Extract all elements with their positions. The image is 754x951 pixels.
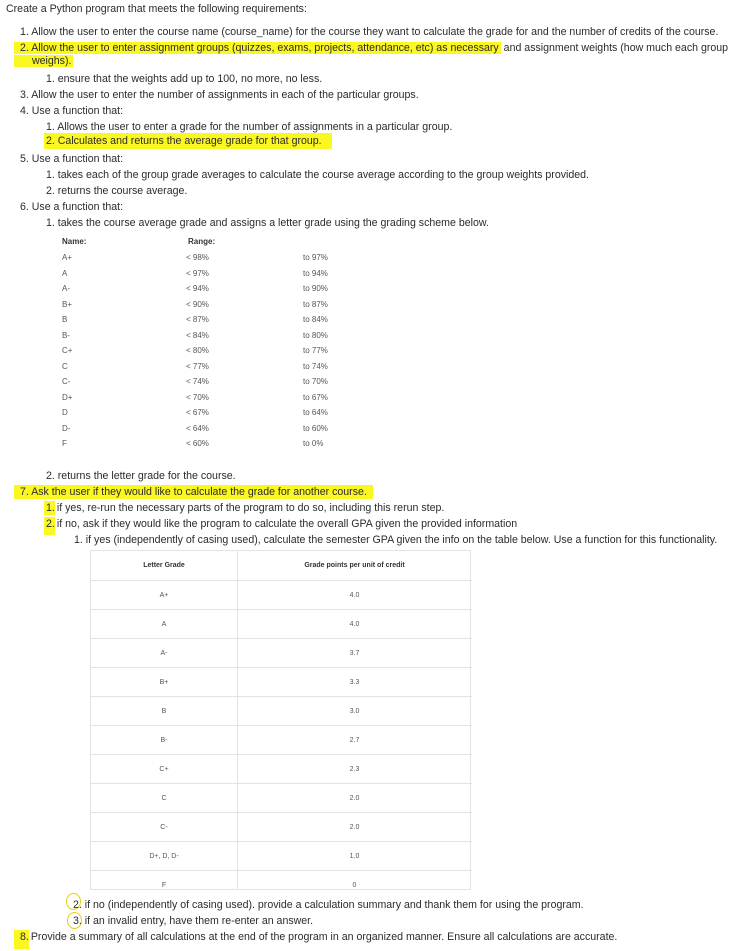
grading-row-upper: < 67% (186, 408, 209, 417)
grading-row-name: C (62, 361, 68, 371)
requirement-4-2 (44, 135, 332, 148)
grading-row-lower: to 77% (303, 346, 328, 355)
gpa-table-row (91, 841, 472, 870)
grading-row-upper: < 60% (186, 439, 209, 448)
grading-row-lower: to 84% (303, 315, 328, 324)
requirement-5: 5. Use a function that: (20, 153, 124, 165)
gpa-table-row (91, 783, 472, 812)
grading-row-name: C- (62, 377, 71, 386)
grading-row-upper: < 84% (186, 330, 209, 340)
requirement-1: 1. Allow the user to enter the course name (course_name) for the course they want to calculate the grade for and the number of credits of the course. (20, 26, 719, 38)
requirement-6-1: 1. takes the course average grade and assigns a letter grade using the grading scheme below. (46, 217, 489, 229)
gpa-table-row (91, 870, 472, 899)
grading-row-lower: to 94% (303, 268, 328, 278)
gpa-letter-grade: A- (160, 650, 168, 657)
requirement-6-2: 2. returns the letter grade for the course. (46, 470, 236, 482)
gpa-col1-header: Letter Grade (143, 562, 185, 569)
grading-row-name: C+ (62, 346, 73, 355)
grading-row-upper: < 80% (186, 346, 209, 355)
requirement-5-1: 1. takes each of the group grade averages to calculate the course average according to the group weights provided. (46, 169, 589, 181)
grading-row-name: D- (62, 423, 71, 433)
gpa-letter-grade: C- (160, 824, 168, 831)
requirement-8-text: Provide a summary of all calculations at the end of the program in an organized manner. Ensure all calculations are accurate. (30, 931, 618, 943)
requirement-4: 4. Use a function that: (20, 105, 124, 117)
grading-row-lower: to 64% (303, 408, 328, 417)
gpa-col2-header: Grade points per unit of credit (304, 562, 405, 569)
requirement-2-1: 1. ensure that the weights add up to 100, no more, no less. (46, 73, 323, 85)
grading-row-name: A+ (62, 253, 73, 262)
requirement-8 (14, 931, 617, 944)
grading-row-name: D (62, 408, 68, 417)
gpa-letter-grade: A+ (159, 592, 169, 599)
requirement-7-highlight: 7. Ask the user if they would like to calculate the grade for another course. (14, 485, 373, 499)
gpa-grade-points: 4.0 (349, 592, 360, 599)
gpa-letter-grade: B (161, 708, 167, 715)
grading-row-lower: to 90% (303, 284, 328, 293)
gpa-grade-points: 2.3 (349, 766, 360, 773)
requirement-7-2-3: 3. if an invalid entry, have them re-enter an answer. (73, 915, 314, 927)
intro-text: Create a Python program that meets the following requirements: (6, 3, 307, 15)
requirement-8-mark: 8. (14, 930, 29, 949)
gpa-letter-grade: B+ (159, 679, 169, 686)
grading-row-lower: to 67% (303, 392, 328, 402)
requirement-3: 3. Allow the user to enter the number of assignments in each of the particular groups. (20, 89, 419, 101)
requirement-2-cont-text: weighs). (14, 55, 73, 67)
requirement-4-2-highlight: 2. Calculates and returns the average grade for that group. (44, 133, 332, 149)
gpa-grade-points: 3.7 (349, 650, 360, 657)
grading-row-name: A (62, 268, 68, 278)
gpa-table-row (91, 638, 472, 667)
grading-row-upper: < 87% (186, 315, 209, 324)
gpa-table-row (91, 754, 472, 783)
gpa-table-row (91, 725, 472, 754)
requirement-7-2-2: 2. if no (independently of casing used). provide a calculation summary and thank them for using the program. (73, 899, 584, 911)
gpa-table-row (91, 696, 472, 725)
grading-row-lower: to 97% (303, 253, 328, 262)
grading-row-name: A- (62, 284, 70, 293)
gpa-grade-points: 0 (352, 882, 357, 889)
gpa-letter-grade: A (161, 621, 167, 628)
grading-row-upper: < 64% (186, 423, 209, 433)
grading-row-lower: to 80% (303, 330, 328, 340)
requirement-7-2 (44, 518, 517, 531)
grading-row-upper: < 74% (186, 377, 209, 386)
gpa-table (90, 550, 471, 890)
gpa-grade-points: 2.0 (349, 795, 360, 802)
grading-row-name: B- (62, 330, 70, 340)
requirement-6: 6. Use a function that: (20, 201, 124, 213)
grading-row-name: D+ (62, 392, 73, 402)
requirement-2-cont (14, 55, 73, 68)
requirement-5-2: 2. returns the course average. (46, 185, 188, 197)
grading-row-upper: < 94% (186, 284, 209, 293)
requirement-7-1-text: if yes, re-run the necessary parts of the program to do so, including this rerun step. (56, 502, 445, 514)
requirement-4-1: 1. Allows the user to enter a grade for the number of assignments in a particular group. (46, 121, 453, 133)
gpa-grade-points: 2.0 (349, 824, 360, 831)
grading-row-lower: to 70% (303, 377, 328, 386)
grading-row-upper: < 98% (186, 253, 209, 262)
grading-row-upper: < 90% (186, 299, 209, 309)
requirement-2-rest: and assignment weights (how much each group (500, 42, 729, 54)
grading-row-name: F (62, 439, 67, 448)
gpa-letter-grade: D+, D, D- (149, 853, 179, 860)
grading-row-lower: to 74% (303, 361, 328, 371)
gpa-grade-points: 2.7 (349, 737, 360, 744)
gpa-table-row (91, 609, 472, 638)
grading-name-header: Name: (62, 237, 87, 246)
gpa-grade-points: 4.0 (349, 621, 360, 628)
requirement-7-2-1: 1. if yes (independently of casing used), calculate the semester GPA given the info on the table below. Use a function for this functionality. (74, 534, 718, 546)
grading-range-header: Range: (188, 237, 216, 246)
grading-row-lower: to 87% (303, 299, 328, 309)
requirement-7 (14, 486, 373, 499)
gpa-letter-grade: C (161, 795, 167, 802)
gpa-letter-grade: B- (160, 737, 168, 744)
grading-row-name: B+ (62, 299, 73, 309)
grading-row-upper: < 70% (186, 392, 209, 402)
requirement-7-1 (44, 502, 444, 515)
gpa-grade-points: 3.0 (349, 708, 360, 715)
gpa-grade-points: 3.3 (349, 679, 360, 686)
grading-row-lower: to 60% (303, 423, 328, 433)
requirement-2-highlight: 2. Allow the user to enter assignment groups (quizzes, exams, projects, attendance, etc) as necessary (14, 42, 501, 54)
gpa-table-row (91, 580, 472, 609)
gpa-grade-points: 1.0 (349, 853, 360, 860)
gpa-letter-grade: F (161, 882, 167, 889)
grading-row-lower: to 0% (303, 439, 324, 448)
grading-row-upper: < 97% (186, 268, 209, 278)
gpa-table-row (91, 812, 472, 841)
gpa-table-row (91, 667, 472, 696)
requirement-7-1-mark: 1. (46, 502, 55, 514)
requirement-7-2-text: if no, ask if they would like the program to calculate the overall GPA given the provided information (56, 518, 518, 530)
gpa-letter-grade: C+ (159, 766, 169, 773)
grading-row-upper: < 77% (186, 361, 209, 371)
requirement-7-2-mark: 2. (44, 517, 55, 535)
grading-row-name: B (62, 315, 68, 324)
requirement-2 (14, 42, 728, 55)
